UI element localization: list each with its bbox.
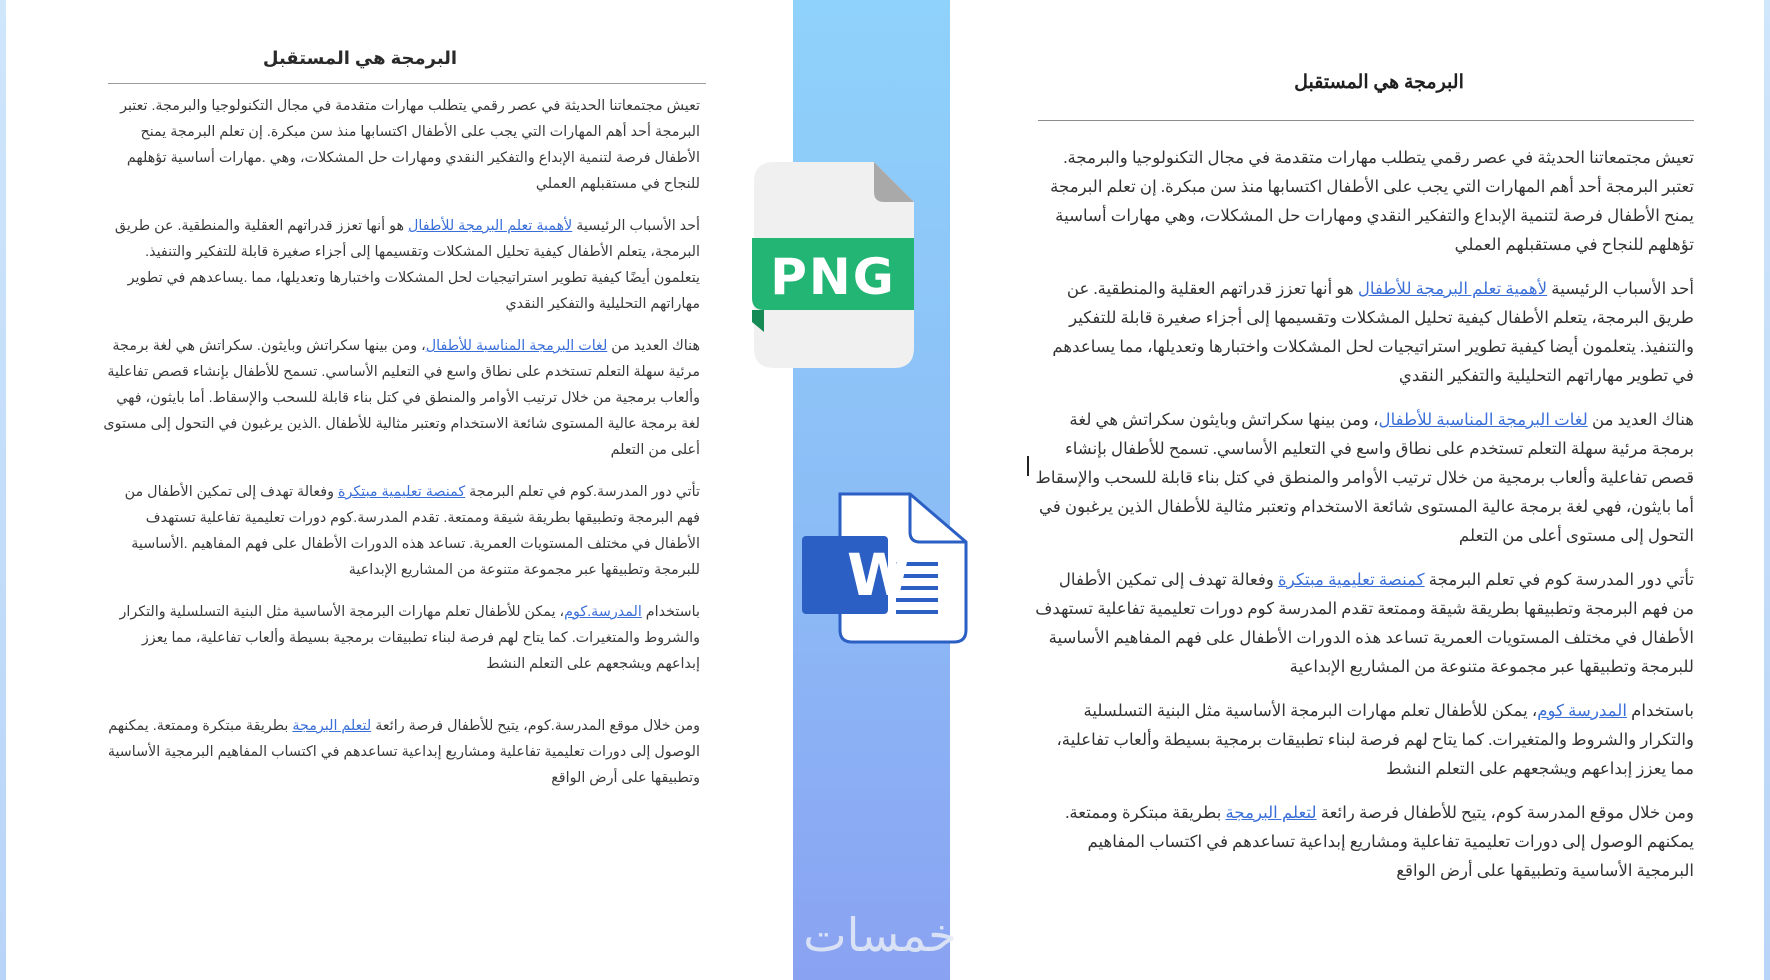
png-paragraph [100,93,700,197]
word-paragraph [1034,798,1694,885]
inline-link[interactable]: لغات البرمجة المناسبة للأطفال [1378,410,1588,429]
png-paragraph [100,333,700,463]
paragraph-text: هناك العديد من [607,338,700,354]
paragraph-text: أحد الأسباب الرئيسية [572,218,700,234]
png-paragraph [100,713,700,791]
word-paragraph [1034,405,1694,550]
paragraph-text: تأتي دور المدرسة كوم في تعلم البرمجة [1424,570,1694,589]
word-paragraph [1034,696,1694,783]
paragraph-text: تعيش مجتمعاتنا الحديثة في عصر رقمي يتطلب مهارات متقدمة في مجال التكنولوجيا والبرمجة. تعتبر البرمجة أحد أهم المهارات التي يجب على الأطفال اكتسابها منذ سن مبكرة. إن تعلم البرمجة يمنح الأطفال فرصة لتنمية الإبداع والتفكير النقدي ومهارات حل المشكلات، وهي .مهارات أساسية تؤهلهم للنجاح في مستقبلهم العملي [120,98,700,192]
word-paragraph [1034,143,1694,259]
paragraph-text: بطريقة مبتكرة وممتعة. يمكنهم الوصول إلى دورات تعليمية تفاعلية ومشاريع إبداعية تساعدهم في اكتساب المفاهيم البرمجية الأساسية وتطبيقها على أرض الواقع [107,718,700,786]
inline-link[interactable]: المدرسة.كوم [564,604,642,620]
watermark-logo: خمسات [803,908,957,962]
left-edge-accent [0,0,6,980]
paragraph-text: هو أنها تعزز قدراتهم العقلية والمنطقية. عن طريق البرمجة، يتعلم الأطفال كيفية تحليل المشكلات وتقسيمها إلى أجزاء صغيرة قابلة للتفكير والتنفيذ. يتعلمون أيضًا كيفية تطوير استراتيجيات لحل المشكلات واختبارها وتعديلها، مما .يساعدهم في تطوير مهاراتهم التحليلية والتفكير النقدي [114,218,700,312]
word-paragraph [1034,565,1694,681]
paragraph-text: تعيش مجتمعاتنا الحديثة في عصر رقمي يتطلب مهارات متقدمة في مجال التكنولوجيا والبرمجة. تعتبر البرمجة أحد أهم المهارات التي يجب على الأطفال اكتسابها منذ سن مبكرة. إن تعلم البرمجة يمنح الأطفال فرصة لتنمية الإبداع والتفكير النقدي ومهارات حل المشكلات، وهي مهارات أساسية تؤهلهم للنجاح في مستقبلهم العملي [1050,148,1694,254]
png-paragraph [100,479,700,583]
inline-link[interactable]: لتعلم البرمجة [292,718,372,734]
paragraph-text: ، ومن بينها سكراتش وبايثون سكراتش هي لغة برمجة مرئية سهلة التعلم تستخدم على نطاق واسع في التعليم الأساسي. تسمح للأطفال بإنشاء قصص تفاعلية وألعاب برمجية من خلال ترتيب الأوامر والمنطق في كتل بناء قابلة للسحب والإسقاط أما بايثون، فهي لغة برمجة عالية المستوى شائعة الاستخدام وتعتبر مثالية للأطفال الذين يرغبون في التحول إلى مستوى أعلى من التعلم [1035,410,1694,545]
png-document-title: البرمجة هي المستقبل [262,48,458,68]
paragraph-text: ، يمكن للأطفال تعلم مهارات البرمجة الأساسية مثل البنية التسلسلية والتكرار والشروط والمتغيرات. كما يتاح لهم فرصة لبناء تطبيقات برمجية بسيطة وألعاب تفاعلية، مما يعزز إبداعهم ويشجعهم على التعلم النشط [119,604,700,672]
paragraph-text: تأتي دور المدرسة.كوم في تعلم البرمجة [465,484,700,500]
inline-link[interactable]: لغات البرمجة المناسبة للأطفال [425,338,608,354]
paragraph-text: وفعالة تهدف إلى تمكين الأطفال من فهم البرمجة وتطبيقها بطريقة شيقة وممتعة تقدم المدرسة كوم دورات تعليمية تفاعلية تستهدف الأطفال في مختلف المستويات العمرية تساعد هذه الدورات الأطفال على فهم المفاهيم الأساسية للبرمجة وتطبيقها عبر مجموعة متنوعة من المشاريع الإبداعية [1035,570,1694,676]
word-paragraph [1034,274,1694,390]
png-paragraph [100,599,700,677]
right-edge-accent [1764,0,1770,980]
paragraph-text: وفعالة تهدف إلى تمكين الأطفال من فهم البرمجة وتطبيقها بطريقة شيقة وممتعة. تقدم المدرسة.كوم دورات تعليمية تفاعلية تستهدف الأطفال في مختلف المستويات العمرية. تساعد هذه الدورات الأطفال على فهم المفاهيم .الأساسية للبرمجة وتطبيقها عبر مجموعة متنوعة من المشاريع الإبداعية [124,484,700,578]
word-document-title-rule [1038,120,1694,121]
png-paragraph [100,213,700,317]
inline-link[interactable]: كمنصة تعليمية مبتكرة [338,484,466,500]
word-document-title: البرمجة هي المستقبل [1294,72,1464,93]
png-file-label: PNG [770,248,896,306]
word-file-letter: W [847,541,911,609]
inline-link[interactable]: كمنصة تعليمية مبتكرة [1278,570,1425,589]
paragraph-text: هو أنها تعزز قدراتهم العقلية والمنطقية. عن طريق البرمجة، يتعلم الأطفال كيفية تحليل المشكلات وتقسيمها إلى أجزاء صغيرة قابلة للتفكير والتنفيذ. يتعلمون أيضا كيفية تطوير استراتيجيات لحل المشكلات واختبارها وتعديلها، مما يساعدهم في تطوير مهاراتهم التحليلية والتفكير النقدي [1052,279,1694,385]
png-document-title-rule [108,83,706,84]
paragraph-text: ومن خلال موقع المدرسة كوم، يتيح للأطفال فرصة رائعة [1316,803,1694,822]
paragraph-text: ومن خلال موقع المدرسة.كوم، يتيح للأطفال فرصة رائعة [371,718,700,734]
word-document [1034,66,1694,885]
inline-link[interactable]: لتعلم البرمجة [1225,803,1317,822]
inline-link[interactable]: لأهمية تعلم البرمجة للأطفال [407,218,573,234]
inline-link[interactable]: المدرسة كوم [1537,701,1627,720]
middle-gradient-strip [793,0,950,980]
paragraph-text: ، ومن بينها سكراتش وبايثون. سكراتش هي لغة برمجة مرئية سهلة التعلم تستخدم على نطاق واسع في التعليم الأساسي. تسمح للأطفال بإنشاء قصص تفاعلية وألعاب برمجية من خلال ترتيب الأوامر والمنطق في كتل بناء قابلة للسحب والإسقاط. أما بايثون، فهي لغة برمجة عالية المستوى شائعة الاستخدام وتعتبر مثالية للأطفال .الذين يرغبون في التحول إلى مستوى أعلى من التعلم [103,338,700,458]
inline-link[interactable]: لأهمية تعلم البرمجة للأطفال [1357,279,1548,298]
paragraph-text: ، يمكن للأطفال تعلم مهارات البرمجة الأساسية مثل البنية التسلسلية والتكرار والشروط والمتغيرات. كما يتاح لهم فرصة لبناء تطبيقات برمجية بسيطة وألعاب تفاعلية، مما يعزز إبداعهم ويشجعهم على التعلم النشط [1056,701,1694,778]
paragraph-text: هناك العديد من [1587,410,1694,429]
text-cursor-caret [1027,456,1029,476]
paragraph-text: باستخدام [641,604,700,620]
png-document [100,40,700,791]
paragraph-text: أحد الأسباب الرئيسية [1547,279,1694,298]
paragraph-text: بطريقة مبتكرة وممتعة. يمكنهم الوصول إلى دورات تعليمية تفاعلية ومشاريع إبداعية تساعدهم في اكتساب المفاهيم البرمجية الأساسية وتطبيقها على أرض الواقع [1065,803,1694,880]
paragraph-text: باستخدام [1626,701,1694,720]
